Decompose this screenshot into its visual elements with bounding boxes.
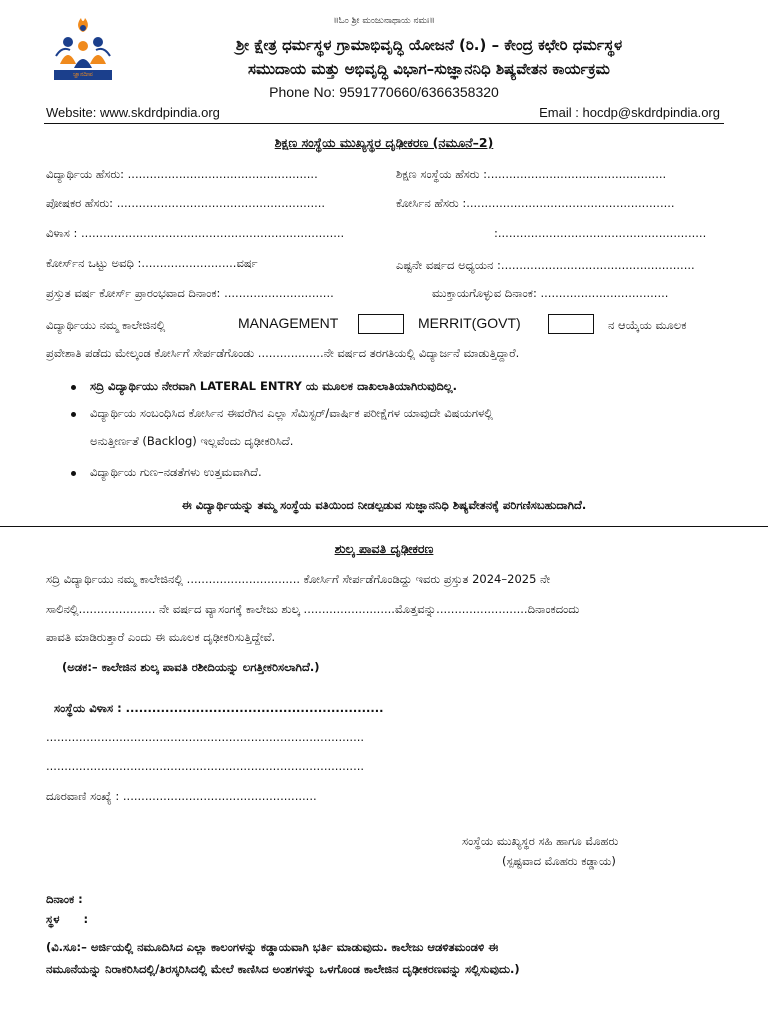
fee-para-line1: ಸದ್ರಿ ವಿದ್ಯಾರ್ಥಿಯು ನಮ್ಮ ಕಾಲೇಜಿನಲ್ಲಿ ............................... ಕೋರ್ಸಿಗೆ ಸೇರ್ಪಡೆಗೊಂಡಿದ್ದು ಇವರು ಪ್ರಸ್ತುತ 2024–2025 ನೇ <box>46 572 551 586</box>
backlog-statement-line2: ಅನುತ್ತೀರ್ಣತೆ (Backlog) ಇಲ್ಲವೆಂದು ದೃಢೀಕರಿಸಿದೆ. <box>90 434 294 448</box>
course-end-date-field: ಮುಕ್ತಾಯಗೊಳ್ಳುವ ದಿನಾಂಕ: ................................... <box>432 286 669 300</box>
bullet <box>71 412 76 417</box>
section-divider <box>0 526 768 527</box>
header-divider <box>44 123 724 124</box>
footnote-line2: ನಮೂನೆಯನ್ನು ನಿರಾಕರಿಸಿದಲ್ಲಿ/ತಿರಸ್ಕರಿಸಿದಲ್ಲಿ ಮೇಲೆ ಕಾಣಿಸಿದ ಅಂಶಗಳನ್ನು ಒಳಗೊಂಡ ಕಾಲೇಜಿನ ದೃಢೀಕರಣವನ್ನು ಸಲ್ಲಿಸುವುದು.) <box>46 962 520 976</box>
address-dots-line1: ....................................................................................... <box>46 730 365 744</box>
management-checkbox[interactable] <box>358 314 404 334</box>
admission-line: ಪ್ರವೇಶಾತಿ ಪಡೆದು ಮೇಲ್ಕಂಡ ಕೋರ್ಸಿಗೆ ಸೇರ್ಪಡೆಗೊಂಡು ..................ನೇ ವರ್ಷದ ತರಗತಿಯಲ್ಲಿ ವಿದ್ಯಾರ್ಜನೆ ಮಾಡುತ್ತಿದ್ದಾರೆ. <box>46 346 520 360</box>
course-start-date-field: ಪ್ರಸ್ತುತ ವರ್ಷ ಕೋರ್ಸ್ ಪ್ರಾರಂಭವಾದ ದಿನಾಂಕ: .............................. <box>46 286 334 300</box>
place-label: ಸ್ಥಳ : <box>46 912 89 926</box>
lateral-entry-statement: ಸದ್ರಿ ವಿದ್ಯಾರ್ಥಿಯು ನೇರವಾಗಿ LATERAL ENTRY ಯ ಮೂಲಕ ದಾಖಲಾತಿಯಾಗಿರುವುದಿಲ್ಲ. <box>90 379 457 393</box>
course-name-field: ಕೋರ್ಸಿನ ಹೆಸರು :......................................................... <box>396 196 675 210</box>
management-label: MANAGEMENT <box>238 315 339 331</box>
seal-mandatory-note: (ಸ್ಪಷ್ಟವಾದ ಮೊಹರು ಕಡ್ಡಾಯ) <box>502 854 616 868</box>
email: Email : hocdp@skdrdpindia.org <box>539 105 720 120</box>
signature-label: ಸಂಸ್ಥೆಯ ಮುಖ್ಯಸ್ಥರ ಸಹಿ ಹಾಗೂ ಮೊಹರು <box>462 834 619 848</box>
address-continuation: :......................................................... <box>494 226 707 240</box>
date-label: ದಿನಾಂಕ : <box>46 892 83 906</box>
enclosure-note: (ಅಡಕ:– ಕಾಲೇಜಿನ ಶುಲ್ಕ ಪಾವತಿ ರಶೀದಿಯನ್ನು ಲಗತ್ತೀಕರಿಸಲಾಗಿದೆ.) <box>62 660 320 674</box>
website: Website: www.skdrdpindia.org <box>46 105 220 120</box>
quota-suffix: ನ ಆಯ್ಕೆಯ ಮೂಲಕ <box>608 318 687 332</box>
invocation: ॥ಓಂ ಶ್ರೀ ಮಂಜುನಾಥಾಯ ನಮಃ॥ <box>333 16 435 26</box>
footnote-line1: (ವಿ.ಸೂ:– ಅರ್ಜಿಯಲ್ಲಿ ನಮೂದಿಸಿದ ಎಲ್ಲಾ ಕಾಲಂಗಳನ್ನು ಕಡ್ಡಾಯವಾಗಿ ಭರ್ತಿ ಮಾಡುವುದು. ಕಾಲೇಜು ಆಡಳಿತಮಂಡಳಿ ಈ <box>46 940 499 954</box>
address-dots-line2: ....................................................................................... <box>46 759 365 773</box>
form1-conclusion: ಈ ವಿದ್ಯಾರ್ಥಿಯನ್ನು ತಮ್ಮ ಸಂಸ್ಥೆಯ ವತಿಯಿಂದ ನೀಡಲ್ಪಡುವ ಸುಜ್ಞಾನನಿಧಿ ಶಿಷ್ಯವೇತನಕ್ಕೆ ಪರಿಗಣಿಸಬಹುದಾಗಿದೆ. <box>181 498 587 512</box>
phone-number-field: ದೂರವಾಣಿ ಸಂಖ್ಯೆ : ..................................................... <box>46 789 317 803</box>
course-duration-field: ಕೋರ್ಸ್‌ನ ಒಟ್ಟು ಅವಧಿ :..........................ವರ್ಷ <box>46 256 258 270</box>
phone-numbers: Phone No: 9591770660/6366358320 <box>269 84 499 100</box>
fee-para-line2: ಸಾಲಿನಲ್ಲಿ..................... ನೇ ವರ್ಷದ ವ್ಯಾಸಂಗಕ್ಕೆ ಕಾಲೇಜು ಶುಲ್ಕ .........................ಮೊತ್ತವನ್ನು.........................ದಿನಾಂಕದಂದು <box>46 602 580 616</box>
institution-name-field: ಶಿಕ್ಷಣ ಸಂಸ್ಥೆಯ ಹೆಸರು :................................................. <box>396 167 667 181</box>
bullet <box>71 385 76 390</box>
fee-para-line3: ಪಾವತಿ ಮಾಡಿರುತ್ತಾರೆ ಎಂದು ಈ ಮೂಲಕ ದೃಢೀಕರಿಸುತ್ತಿದ್ದೇವೆ. <box>46 630 276 644</box>
org-name-line2: ಸಮುದಾಯ ಮತ್ತು ಅಭಿವೃದ್ಧಿ ವಿಭಾಗ–ಸುಜ್ಞಾನನಿಧಿ ಶಿಷ್ಯವೇತನ ಕಾರ್ಯಕ್ರಮ <box>248 60 610 78</box>
form1-title: ಶಿಕ್ಷಣ ಸಂಸ್ಥೆಯ ಮುಖ್ಯಸ್ಥರ ದೃಢೀಕರಣ (ನಮೂನೆ–2) <box>274 135 494 150</box>
logo-caption: ಜ್ಞಾನದೀಪ <box>73 71 93 78</box>
institution-address-field: ಸಂಸ್ಥೆಯ ವಿಳಾಸ : ........................................................... <box>54 701 384 715</box>
merit-label: MERRIT(GOVT) <box>418 315 521 331</box>
form2-title: ಶುಲ್ಕ ಪಾವತಿ ದೃಢೀಕರಣ <box>334 541 434 556</box>
study-year-field: ಎಷ್ಟನೇ ವರ್ಷದ ಅಧ್ಯಯನ :..................................................... <box>396 258 695 272</box>
merit-checkbox[interactable] <box>548 314 594 334</box>
backlog-statement-line1: ವಿದ್ಯಾರ್ಥಿಯ ಸಂಬಂಧಿಸಿದ ಕೋರ್ಸಿನ ಈವರೆಗಿನ ಎಲ್ಲಾ ಸೆಮಿಸ್ಟರ್/ವಾರ್ಷಿಕ ಪರೀಕ್ಷೆಗಳ ಯಾವುದೇ ವಿಷಯಗಳಲ್ಲಿ <box>90 406 493 420</box>
bullet <box>71 471 76 476</box>
guardian-name-field: ಪೋಷಕರ ಹೆಸರು: ......................................................... <box>46 196 326 210</box>
address-field: ವಿಳಾಸ : ........................................................................ <box>46 226 345 240</box>
org-name-line1: ಶ್ರೀ ಕ್ಷೇತ್ರ ಧರ್ಮಸ್ಥಳ ಗ್ರಾಮಾಭಿವೃದ್ಧಿ ಯೋಜನೆ (ರಿ.) – ಕೇಂದ್ರ ಕಛೇರಿ ಧರ್ಮಸ್ಥಳ <box>235 36 623 54</box>
student-name-field: ವಿದ್ಯಾರ್ಥಿಯ ಹೆಸರು: .................................................... <box>46 167 318 181</box>
conduct-statement: ವಿದ್ಯಾರ್ಥಿಯ ಗುಣ–ನಡತೆಗಳು ಉತ್ತಮವಾಗಿದೆ. <box>90 465 262 479</box>
quota-prefix: ವಿದ್ಯಾರ್ಥಿಯು ನಮ್ಮ ಕಾಲೇಜಿನಲ್ಲಿ <box>46 318 166 332</box>
